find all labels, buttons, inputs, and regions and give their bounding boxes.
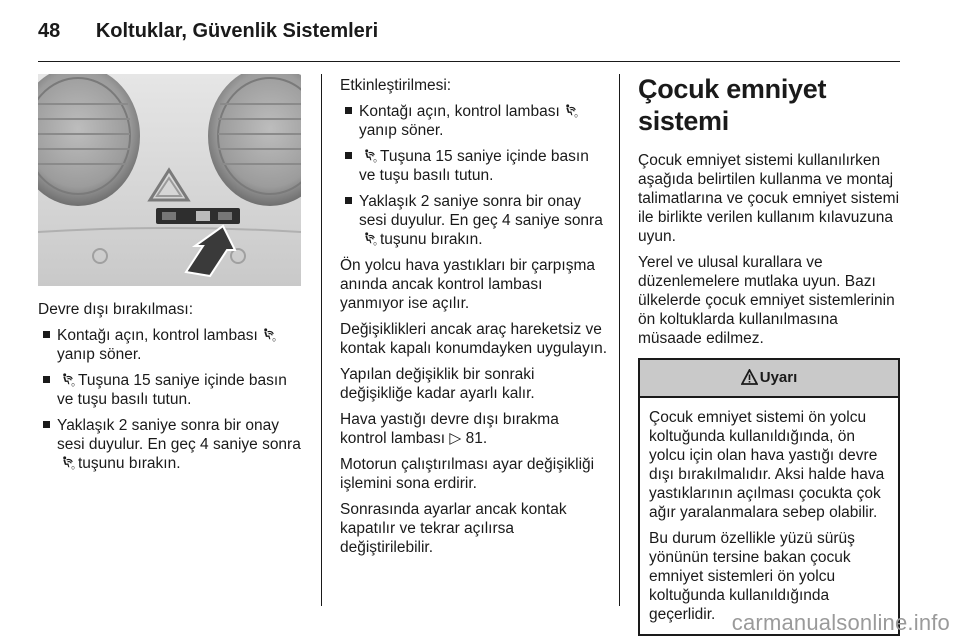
activation-heading: Etkinleştirilmesi: bbox=[340, 77, 452, 94]
page-reference-paragraph: Hava yastığı devre dışı bırakma kontrol lambası ▷ 81. bbox=[340, 411, 559, 447]
warning-paragraph: Çocuk emniyet sistemi ön yolcu koltuğunda kullanıldığında, ön yolcu için olan hava yastığı devre dışı bırakılmalıdır. Aksi halde hava yastıklarının açılması çocukta çok ağır yaralanmalara sebep olabilir. bbox=[649, 409, 885, 521]
column-divider-2 bbox=[619, 74, 620, 606]
deactivation-heading: Devre dışı bırakılması: bbox=[38, 301, 194, 318]
list-item: Kontağı açın, kontrol lambasıyanıp söner. bbox=[38, 326, 306, 364]
middle-column bbox=[340, 76, 608, 564]
airbag-off-icon bbox=[362, 149, 377, 163]
warning-triangle-icon bbox=[741, 369, 758, 385]
list-item: Yaklaşık 2 saniye sonra bir onay sesi duyulur. En geç 4 saniye sonratuşunu bırakın. bbox=[340, 192, 608, 249]
column-divider-1 bbox=[321, 74, 322, 606]
airbag-off-icon bbox=[60, 456, 75, 470]
body-paragraph: Sonrasında ayarlar ancak kontak kapatılır ve tekrar açılırsa değiştirilebilir. bbox=[340, 501, 567, 556]
page-reference-arrow-icon: ▷ bbox=[449, 430, 462, 447]
watermark: carmanualsonline.info bbox=[731, 610, 950, 635]
warning-box bbox=[638, 358, 900, 636]
list-item: Tuşuna 15 saniye içinde basın ve tuşu basılı tutun. bbox=[340, 147, 608, 185]
body-paragraph: Değişiklikleri ancak araç hareketsiz ve kontak kapalı konumdayken uygulayın. bbox=[340, 321, 608, 357]
body-paragraph: Yapılan değişiklik bir sonraki değişikliğe kadar ayarlı kalır. bbox=[340, 366, 535, 402]
activation-steps bbox=[340, 102, 608, 249]
body-paragraph: Ön yolcu hava yastıkları bir çarpışma anında ancak kontrol lambası yanmıyor ise açılır. bbox=[340, 257, 595, 312]
chapter-title: Koltuklar, Güvenlik Sistemleri bbox=[95, 20, 379, 42]
body-paragraph: Yerel ve ulusal kurallara ve düzenlemelere mutlaka uyun. Bazı ülkelerde çocuk emniyet sistemlerinin ön koltuklarda kullanılmasına müsaade edilmez. bbox=[638, 254, 895, 347]
left-column bbox=[38, 300, 306, 480]
warning-paragraph: Bu durum özellikle yüzü sürüş yönünün tersine bakan çocuk emniyet sistemleri ön yolcu koltuğunda kullanıldığında geçerlidir. bbox=[649, 530, 855, 623]
page-reference-link[interactable]: 81. bbox=[465, 430, 488, 447]
airbag-off-icon bbox=[261, 328, 276, 342]
control-panel-photo bbox=[38, 74, 301, 286]
airbag-off-icon bbox=[563, 104, 578, 118]
airbag-off-icon bbox=[60, 373, 75, 387]
warning-body bbox=[640, 398, 898, 634]
warning-title: Uyarı bbox=[759, 369, 798, 386]
page-number: 48 bbox=[38, 20, 61, 42]
list-item: Yaklaşık 2 saniye sonra bir onay sesi duyulur. En geç 4 saniye sonratuşunu bırakın. bbox=[38, 416, 306, 473]
section-title: Çocuk emniyet sistemi bbox=[638, 74, 827, 136]
body-paragraph: Motorun çalıştırılması ayar değişikliği işlemini sona erdirir. bbox=[340, 456, 595, 492]
list-item: Kontağı açın, kontrol lambasıyanıp söner. bbox=[340, 102, 608, 140]
airbag-off-icon bbox=[362, 232, 377, 246]
body-paragraph: Çocuk emniyet sistemi kullanılırken aşağıda belirtilen kullanma ve montaj talimatlarına ve çocuk emniyet sistemi ile birlikte verilen kullanım kılavuzuna uyun. bbox=[638, 152, 900, 245]
page-header bbox=[38, 20, 378, 43]
right-column bbox=[638, 73, 900, 636]
deactivation-steps bbox=[38, 326, 306, 473]
header-rule bbox=[38, 61, 900, 62]
warning-header bbox=[640, 360, 898, 398]
list-item: Tuşuna 15 saniye içinde basın ve tuşu basılı tutun. bbox=[38, 371, 306, 409]
